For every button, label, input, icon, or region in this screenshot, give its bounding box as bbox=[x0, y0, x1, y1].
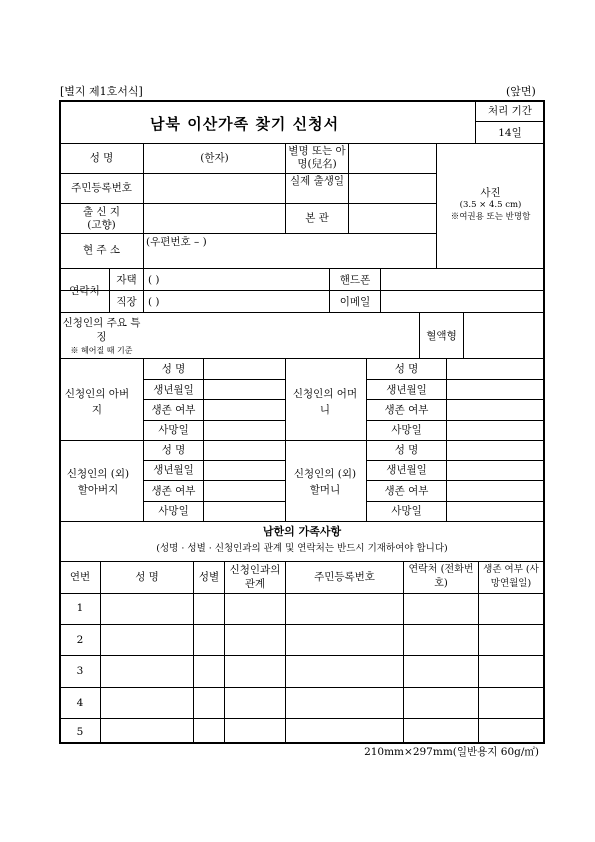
home-label: 자택 bbox=[116, 274, 137, 286]
father-birth-input[interactable] bbox=[204, 380, 285, 399]
work-phone-value[interactable]: ( ) bbox=[148, 296, 160, 308]
family-row-3[interactable] bbox=[101, 656, 543, 687]
name-input[interactable] bbox=[144, 144, 285, 173]
paper-spec: 210mm×297mm(일반용지 60g/㎡) bbox=[364, 746, 539, 758]
mother-death-label: 사망일 bbox=[391, 424, 422, 436]
bongwan-input[interactable] bbox=[349, 204, 436, 233]
mother-birth-input[interactable] bbox=[447, 380, 543, 399]
blood-input[interactable] bbox=[464, 313, 543, 358]
alias-label: 별명 또는 아명(兒名) bbox=[288, 145, 346, 170]
frame-bottom bbox=[59, 742, 545, 744]
features-input[interactable] bbox=[144, 313, 419, 358]
photo-note: ※여권용 또는 반명함 bbox=[450, 212, 531, 222]
col-name: 성 명 bbox=[135, 571, 159, 583]
grandmother-death-input[interactable] bbox=[447, 502, 543, 521]
grandfather-name-input[interactable] bbox=[204, 441, 285, 460]
grandmother-birth-input[interactable] bbox=[447, 461, 543, 480]
origin-label: 출 신 지 bbox=[82, 206, 121, 218]
father-birth-label: 생년월일 bbox=[153, 384, 194, 396]
father-alive-input[interactable] bbox=[204, 400, 285, 420]
mother-birth-label: 생년월일 bbox=[386, 384, 427, 396]
family-row-4[interactable] bbox=[101, 688, 543, 718]
father-name-input[interactable] bbox=[204, 359, 285, 379]
photo-label: 사진 bbox=[480, 187, 501, 199]
mother-alive-input[interactable] bbox=[447, 400, 543, 420]
photo-box[interactable] bbox=[437, 144, 543, 268]
grandfather-alive-input[interactable] bbox=[204, 481, 285, 501]
grandmother-name-input[interactable] bbox=[447, 441, 543, 460]
postal-label: (우편번호 – ) bbox=[146, 236, 207, 248]
row-no-1: 1 bbox=[76, 602, 84, 614]
rrn-label: 주민등록번호 bbox=[71, 182, 132, 194]
father-name-label: 성 명 bbox=[161, 363, 186, 375]
home-phone-value[interactable]: ( ) bbox=[148, 274, 160, 286]
actual-birth-input[interactable] bbox=[349, 174, 436, 203]
address-label: 현 주 소 bbox=[82, 244, 121, 256]
email-input[interactable] bbox=[381, 291, 543, 312]
grandfather-birth-input[interactable] bbox=[204, 461, 285, 480]
mother-label: 신청인의 어머니 bbox=[292, 388, 358, 416]
email-label: 이메일 bbox=[339, 296, 371, 308]
grandmother-alive-input[interactable] bbox=[447, 481, 543, 501]
photo-size: (3.5 × 4.5 cm) bbox=[459, 200, 522, 210]
contact-label: 연락처 bbox=[69, 285, 100, 297]
col-sex: 성별 bbox=[198, 571, 220, 583]
grandmother-death-label: 사망일 bbox=[391, 505, 422, 517]
col-alive: 생존 여부 (사망연월일) bbox=[483, 564, 539, 589]
origin-input[interactable] bbox=[144, 204, 285, 233]
grandfather-birth-label: 생년월일 bbox=[153, 464, 194, 476]
frame-top bbox=[59, 100, 545, 102]
features-label: 신청인의 주요 특징 bbox=[62, 317, 141, 343]
grandfather-label: 신청인의 (외)할아버지 bbox=[66, 468, 130, 496]
grandfather-name-label: 성 명 bbox=[161, 444, 186, 456]
form-code: [별지 제1호서식] bbox=[60, 85, 143, 98]
father-death-label: 사망일 bbox=[158, 424, 189, 436]
grandmother-alive-label: 생존 여부 bbox=[384, 485, 429, 497]
mother-name-label: 성 명 bbox=[394, 363, 419, 375]
form-title: 남북 이산가족 찾기 신청서 bbox=[150, 115, 340, 133]
mobile-input[interactable] bbox=[381, 269, 543, 290]
grandfather-death-input[interactable] bbox=[204, 502, 285, 521]
work-label: 직장 bbox=[116, 296, 137, 308]
family-note: (성명 · 성별 · 신청인과의 관계 및 연락처는 반드시 기재하여야 합니다) bbox=[156, 543, 448, 554]
mother-name-input[interactable] bbox=[447, 359, 543, 379]
alias-input[interactable] bbox=[349, 144, 436, 173]
address-input[interactable] bbox=[144, 234, 436, 268]
grandfather-death-label: 사망일 bbox=[158, 505, 189, 517]
grandmother-name-label: 성 명 bbox=[394, 444, 419, 456]
col-relation: 신청인과의 관계 bbox=[229, 564, 281, 590]
col-contact: 연락처 (전화번호) bbox=[408, 564, 474, 589]
grandmother-birth-label: 생년월일 bbox=[386, 464, 427, 476]
hanja-label: (한자) bbox=[200, 152, 229, 164]
blood-label: 혈액형 bbox=[426, 330, 457, 342]
col-rrn: 주민등록번호 bbox=[314, 571, 375, 583]
mobile-label: 핸드폰 bbox=[339, 274, 371, 286]
bongwan-label: 본 관 bbox=[305, 212, 329, 224]
family-row-5[interactable] bbox=[101, 719, 543, 742]
father-alive-label: 생존 여부 bbox=[151, 404, 196, 416]
grandfather-alive-label: 생존 여부 bbox=[151, 485, 196, 497]
family-row-2[interactable] bbox=[101, 625, 543, 655]
row-no-2: 2 bbox=[76, 634, 84, 646]
frame-left bbox=[59, 100, 61, 744]
features-note: ※ 헤어질 때 기준 bbox=[70, 346, 133, 355]
actual-birth-label: 실제 출생일 bbox=[289, 175, 345, 187]
processing-label: 처리 기간 bbox=[488, 105, 532, 117]
father-death-input[interactable] bbox=[204, 421, 285, 440]
origin-sub: (고향) bbox=[87, 219, 116, 231]
mother-alive-label: 생존 여부 bbox=[384, 404, 429, 416]
col-no: 연번 bbox=[69, 571, 91, 583]
row-no-3: 3 bbox=[76, 665, 84, 677]
processing-value: 14일 bbox=[498, 127, 522, 139]
mother-death-input[interactable] bbox=[447, 421, 543, 440]
family-title: 남한의 가족사항 bbox=[262, 525, 342, 538]
page-side: (앞면) bbox=[506, 85, 536, 98]
rrn-input[interactable] bbox=[144, 174, 285, 203]
father-label: 신청인의 아버지 bbox=[64, 388, 130, 416]
row-no-4: 4 bbox=[76, 697, 84, 709]
family-row-1[interactable] bbox=[101, 594, 543, 624]
row-no-5: 5 bbox=[76, 726, 84, 738]
grandmother-label: 신청인의 (외)할머니 bbox=[293, 468, 357, 496]
name-label: 성 명 bbox=[89, 152, 114, 164]
